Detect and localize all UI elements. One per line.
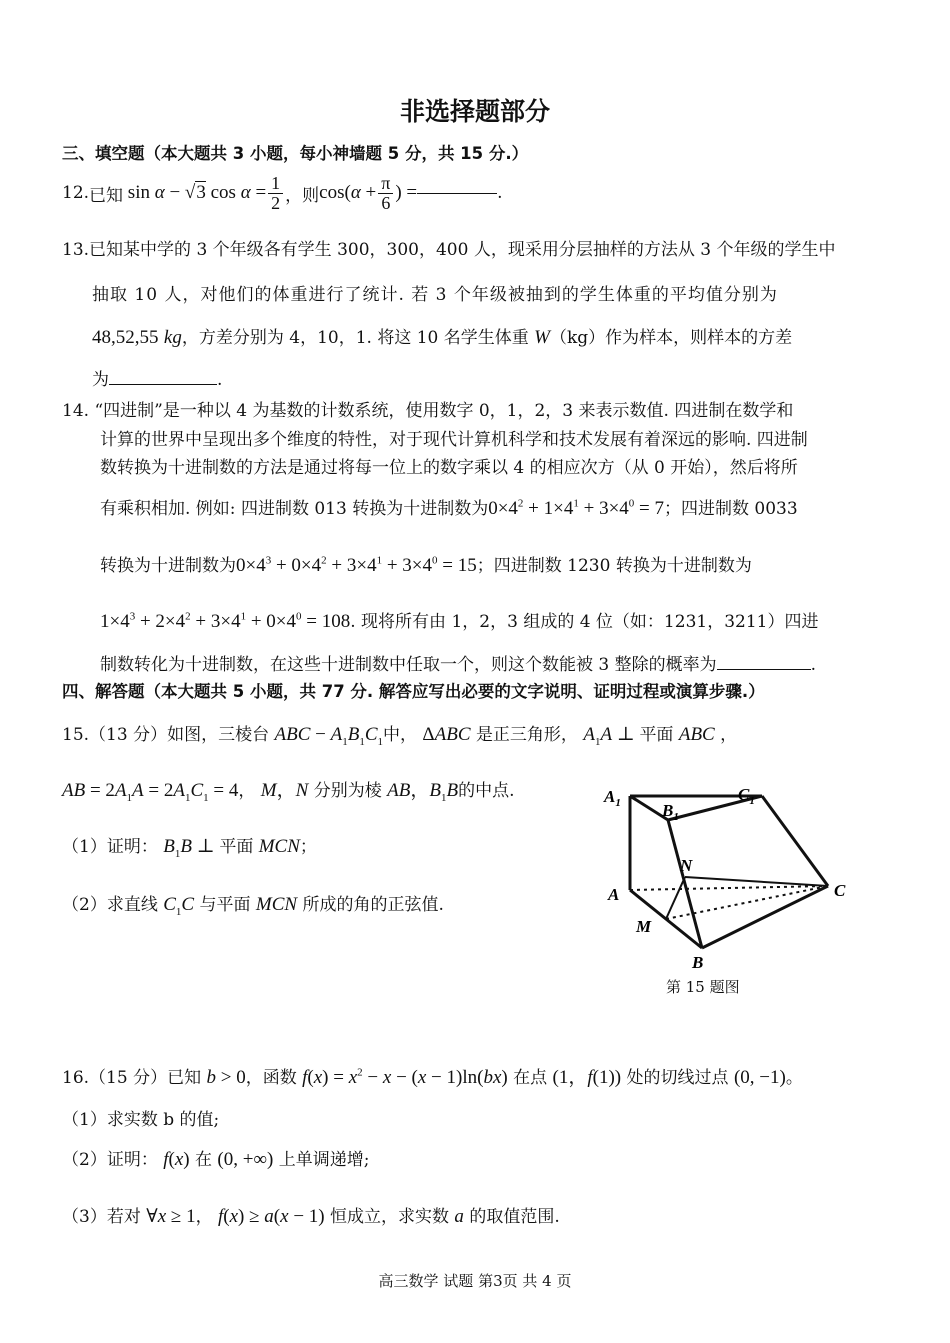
q14-example-1230: $1\times 4^3 + 2\times 4^2 + 3\times 4^1 + 0\times 4^0 = 108$ [100,610,351,632]
question-12: 12. 已知 sin α − √3 cos α = $\frac{1}{2}$ ，则 cos(α + $\frac{\pi}{6}$ ) = . [62,172,503,213]
q12-answer-blank [417,193,497,194]
question-16-part-2: （2）证明： f(x) 在 (0, +∞) 上单调递增; [62,1149,370,1170]
frustum-solid-edges [630,796,828,948]
edge-m-n [666,877,685,919]
edge-b1-b [668,820,702,948]
question-14-line-7: 制数转化为十进制数，在这些十进制数中任取一个，则这个数能被 3 整除的概率为 . [100,655,817,675]
question-15-line-2: AB = $2A_1A = 2A_1C_1 = 4$， M，N 分别为棱 AB，$B_1B$的中点. [62,780,515,804]
question-13-line-2: 抽取 10 人，对他们的体重进行了统计. 若 3 个年级被抽到的学生体重的平均值分别为 [92,285,778,305]
edge-c1-c [762,796,828,886]
question-13-line-3: 48,52,55 kg，方差分别为 4，10，1. 将这 10 名学生体重 W（kg）作为样本，则样本的方差 [92,327,793,348]
label-b1: $B_1$ [662,801,679,823]
label-a1: $A_1$ [604,787,621,809]
q14-example-0033: $0\times 4^3 + 0\times 4^2 + 3\times 4^1 + 3\times 4^0 = 15$ [236,554,477,576]
label-m: M [636,917,652,936]
question-16-line-1: 16.（15 分）已知 b > 0，函数 $f(x) = x^2 - x - (x - 1)\ln(bx)$ 在点 (1，f(1)) 处的切线过点 (0, −1)。 [62,1066,803,1088]
question-15-line-1: 15.（13 分）如图，三棱台 ABC − $A_1B_1C_1$中， ΔABC 是正三角形， $A_1A$ ⊥ 平面 ABC ， [62,724,738,748]
frustum-figure [600,780,860,1000]
question-14-line-2: 计算的世界中呈现出多个维度的特性，对于现代计算机科学和技术发展有着深远的影响. 四进制 [100,430,808,450]
label-c1: $C_1$ [738,785,755,807]
question-16-part-3: （3）若对 ∀x ≥ 1， f(x) ≥ a(x − 1) 恒成立，求实数 a 的取值范围. [62,1206,560,1227]
edge-b-c [702,886,828,948]
question-14-line-4: 有乘积相加. 例如: 四进制数 013 转换为十进制数为$0\times 4^2 + 1\times 4^1 + 3\times 4^0 = 7$；四进制数 0033 [100,497,798,519]
q14-example-013: $0\times 4^2 + 1\times 4^1 + 3\times 4^0 = 7$ [488,497,665,519]
q12-cos-expression: cos(α + [319,182,377,203]
label-c: C [834,881,846,900]
label-a: A [608,885,620,904]
q14-answer-blank [717,669,811,670]
q12-prefix: 已知 [89,185,124,206]
question-16-part-1: （1）求实数 b 的值; [62,1110,220,1130]
label-n: N [680,856,693,875]
q13-answer-blank [109,384,217,385]
question-14-line-1: 14. “四进制”是一种以 4 为基数的计数系统，使用数字 0，1，2，3 来表示数值. 四进制在数学和 [62,401,794,421]
question-14-line-3: 数转换为十进制数的方法是通过将每一位上的数字乘以 4 的相应次方（从 0 开始），然后将所 [100,458,798,478]
q12-fraction-pi-six: $\frac{\pi}{6}$ [378,174,393,213]
q12-fraction-half: $\frac{1}{2}$ [268,174,283,213]
question-13-line-4: 为 . [92,370,223,390]
q12-equation: sin α − √3 cos α = [123,182,267,203]
edge-a-c-hidden [630,886,828,890]
question-15-part-1: （1）证明： $B_1B$ ⊥ 平面 MCN； [62,836,317,860]
edge-n-c [685,877,828,886]
page-title: 非选择题部分 [399,97,550,126]
q12-number: 12. [62,183,90,203]
q12-mid: ，则 [285,185,320,206]
question-13-line-1: 13.已知某中学的 3 个年级各有学生 300，300，400 人，现采用分层抽样的方法从 3 个年级的学生中 [62,240,836,260]
section-four-heading: 四、解答题（本大题共 5 小题，共 77 分. 解答应写出必要的文字说明、证明过程或演算步骤.） [62,682,765,701]
question-14-line-6: $1\times 4^3 + 2\times 4^2 + 3\times 4^1 + 0\times 4^0 = 108$. 现将所有由 1，2，3 组成的 4 位（如：1231，3211）四进 [100,610,819,632]
label-b: B [692,953,704,972]
question-15-part-2: （2）求直线 $C_1C$ 与平面 MCN 所成的角的正弦值. [62,894,444,918]
question-14-line-5: 转换为十进制数为$0\times 4^3 + 0\times 4^2 + 3\times 4^1 + 3\times 4^0 = 15$；四进制数 1230 转换为十进制数为 [100,554,752,576]
page-footer: 高三数学 试题 第3页 共 4 页 [378,1272,572,1290]
figure-caption: 第 15 题图 [666,978,740,996]
section-three-heading: 三、填空题（本大题共 3 小题，每小神墙题 5 分，共 15 分.） [62,144,529,163]
